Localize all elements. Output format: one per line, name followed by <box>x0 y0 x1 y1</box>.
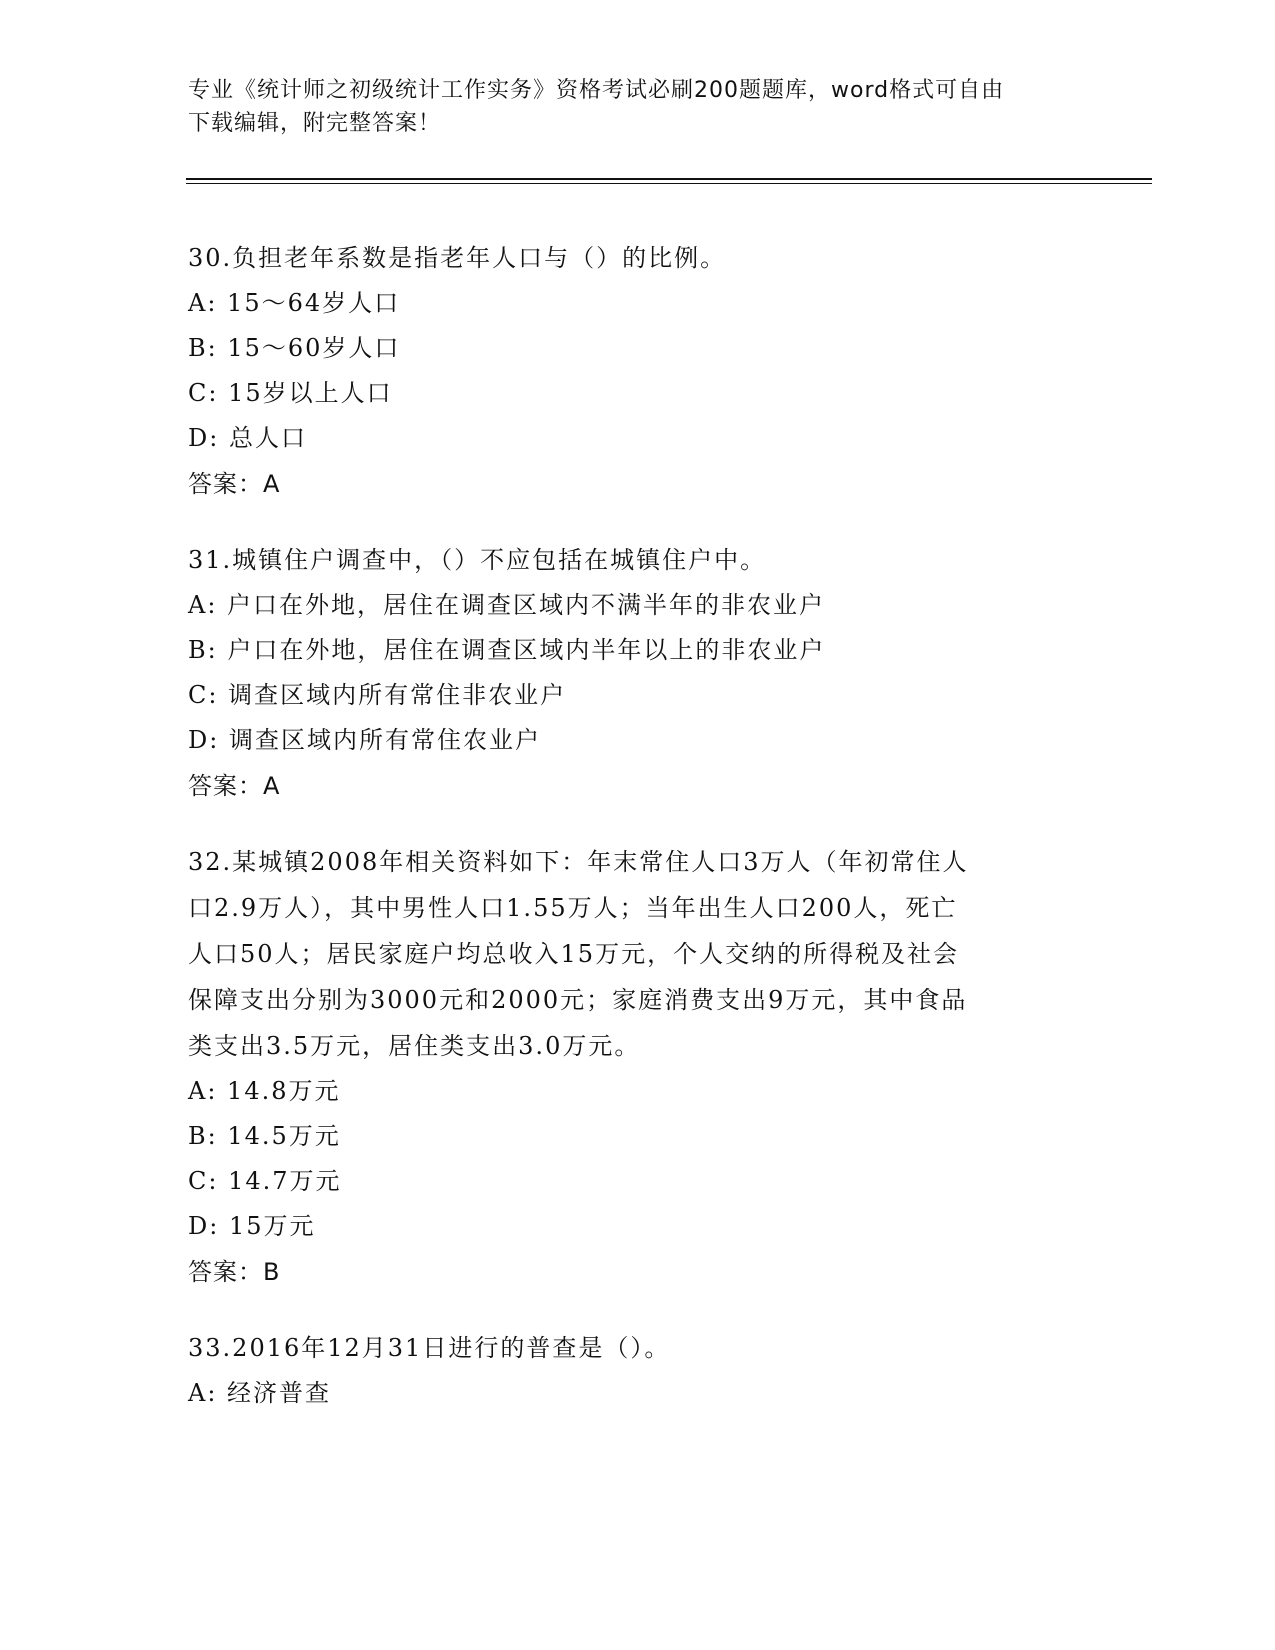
answer: 答案：B <box>188 1258 281 1286</box>
question-stem: 30.负担老年系数是指老年人口与（）的比例。 <box>188 244 727 272</box>
answer: 答案：A <box>188 470 281 498</box>
question-stem-line-4: 保障支出分别为3000元和2000元；家庭消费支出9万元，其中食品 <box>188 986 968 1014</box>
document-header <box>188 74 1088 140</box>
question-stem: 33.2016年12月31日进行的普查是（）。 <box>188 1334 671 1362</box>
option-a: A: 15～64岁人口 <box>188 289 401 317</box>
question-stem-line-2: 口2.9万人），其中男性人口1.55万人；当年出生人口200人，死亡 <box>188 894 958 922</box>
option-b: B: 15～60岁人口 <box>188 334 401 362</box>
option-d: D: 总人口 <box>188 424 307 452</box>
option-c: C: 14.7万元 <box>188 1167 342 1195</box>
option-b: B: 户口在外地，居住在调查区域内半年以上的非农业户 <box>188 636 826 664</box>
question-stem-line-3: 人口50人；居民家庭户均总收入15万元，个人交纳的所得税及社会 <box>188 940 960 968</box>
question-32 <box>188 839 1088 1295</box>
answer: 答案：A <box>188 772 281 800</box>
option-d: D: 调查区域内所有常住农业户 <box>188 726 541 754</box>
question-stem-line-1: 32.某城镇2008年相关资料如下：年末常住人口3万人（年初常住人 <box>188 848 969 876</box>
header-rule-thin <box>186 183 1152 184</box>
question-stem-line-5: 类支出3.5万元，居住类支出3.0万元。 <box>188 1032 641 1060</box>
option-d: D: 15万元 <box>188 1212 316 1240</box>
question-stem: 31.城镇住户调查中，（）不应包括在城镇住户中。 <box>188 546 767 574</box>
option-b: B: 14.5万元 <box>188 1122 341 1150</box>
option-a: A: 户口在外地，居住在调查区域内不满半年的非农业户 <box>188 591 826 619</box>
question-33 <box>188 1325 1088 1416</box>
header-rule-thick <box>186 178 1152 180</box>
question-31 <box>188 537 1088 809</box>
question-30 <box>188 235 1088 507</box>
question-list <box>188 235 1088 1446</box>
header-line-2: 下载编辑，附完整答案！ <box>188 111 442 136</box>
option-a: A: 经济普查 <box>188 1379 332 1407</box>
option-c: C: 调查区域内所有常住非农业户 <box>188 681 567 709</box>
header-line-1: 专业《统计师之初级统计工作实务》资格考试必刷200题题库，word格式可自由 <box>188 78 1005 103</box>
option-c: C: 15岁以上人口 <box>188 379 393 407</box>
option-a: A: 14.8万元 <box>188 1077 341 1105</box>
